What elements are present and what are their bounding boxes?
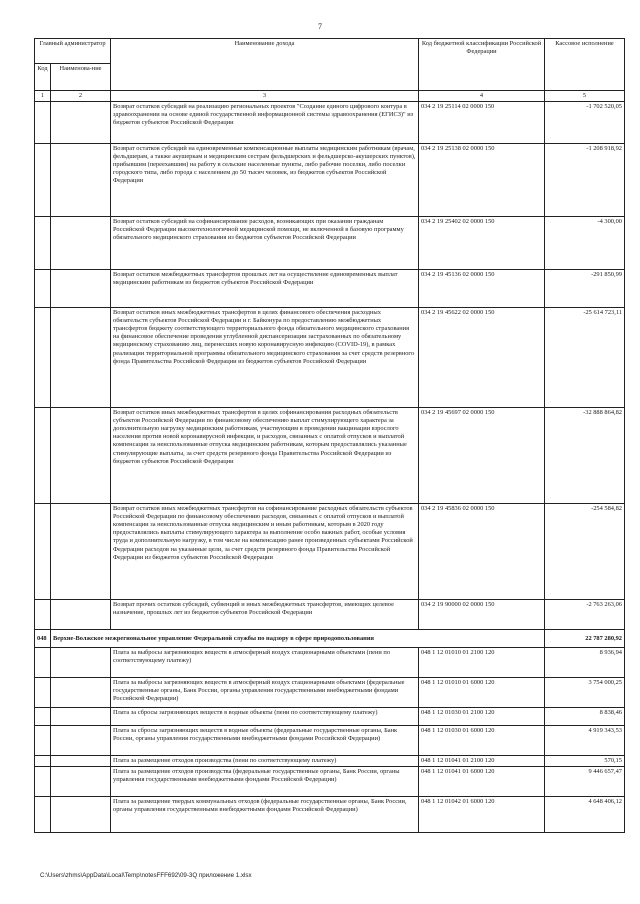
budget-code: 034 2 19 25114 02 0000 150 — [419, 102, 545, 144]
budget-code: 034 2 19 25402 02 0000 150 — [419, 217, 545, 270]
budget-code: 048 1 12 01030 01 2100 120 — [419, 708, 545, 726]
table-row — [35, 308, 625, 408]
cash-amount: 4 919 343,53 — [545, 726, 625, 756]
budget-code: 034 2 19 45136 02 0000 150 — [419, 270, 545, 308]
budget-report-table — [34, 38, 625, 833]
income-name: Плата за выбросы загрязняющих веществ в атмосферный воздух стационарными объектами (пени по соответствующему платежу) — [111, 648, 419, 678]
income-name: Плата за выбросы загрязняющих веществ в атмосферный воздух стационарными объектами (федеральные государственные органы, Банк России, органы управления государственными внебюджетными фондами Российской Федерации) — [111, 678, 419, 708]
cash-amount: -1 702 520,05 — [545, 102, 625, 144]
cash-amount: -32 888 864,82 — [545, 408, 625, 504]
table-row — [35, 726, 625, 756]
table-row — [35, 767, 625, 797]
administrator-name: Верхне-Волжское межрегиональное управление Федеральной службы по надзору в сфере природопользования — [51, 630, 545, 648]
header-main-administrator: Главный администратор — [35, 39, 111, 64]
income-name: Возврат остатков субсидий на единовременные компенсационные выплаты медицинским работникам (врачам, фельдшерам, а также акушеркам и медицинским сестрам фельдшерских и фельдшерско-акушерских пунктов), прибывшим (переехавшим) на работу в сельские населенные пункты, либо рабочие поселки, либо поселки городского типа, либо города с населением до 50 тысяч человек, из бюджетов субъектов Российской Федерации — [111, 144, 419, 217]
income-name: Плата за размещение отходов производства (пени по соответствующему платежу) — [111, 756, 419, 767]
income-name: Возврат остатков межбюджетных трансфертов прошлых лет на осуществление единовременных выплат медицинским работникам из бюджетов субъектов Российской Федерации — [111, 270, 419, 308]
file-path-footer: C:\Users\zhms\AppData\Local\Temp\notesFFF692\09-3Q приложение 1.xlsx — [40, 872, 252, 879]
cash-amount: -254 584,82 — [545, 504, 625, 600]
administrator-total: 22 787 280,92 — [545, 630, 625, 648]
table-row — [35, 270, 625, 308]
table-row — [35, 648, 625, 678]
cash-amount: 3 754 000,25 — [545, 678, 625, 708]
table-row — [35, 678, 625, 708]
table-row — [35, 217, 625, 270]
administrator-row — [35, 630, 625, 648]
budget-code: 048 1 12 01010 01 2100 120 — [419, 648, 545, 678]
table-row — [35, 600, 625, 630]
income-name: Плата за сбросы загрязняющих веществ в водные объекты (пени по соответствующему платежу) — [111, 708, 419, 726]
budget-code: 048 1 12 01030 01 6000 120 — [419, 726, 545, 756]
income-name: Возврат остатков субсидий на реализацию региональных проектов "Создание единого цифрового контура в здравоохранении на основе единой государственной информационной системы здравоохранения (ЕГИСЗ)" из бюджетов субъектов Российской Федерации — [111, 102, 419, 144]
column-number: 1 — [35, 91, 51, 102]
budget-code: 048 1 12 01041 01 6000 120 — [419, 767, 545, 797]
income-name: Плата за сбросы загрязняющих веществ в водные объекты (федеральные государственные органы, Банк России, органы управления государственными внебюджетными фондами Российской Федерации) — [111, 726, 419, 756]
table-row — [35, 708, 625, 726]
cash-amount: 570,15 — [545, 756, 625, 767]
table-row — [35, 756, 625, 767]
page-number: 7 — [318, 22, 322, 31]
budget-code: 048 1 12 01042 01 6000 120 — [419, 797, 545, 833]
cash-amount: 8 936,94 — [545, 648, 625, 678]
header-admin-name: Наименова-ние — [51, 64, 111, 91]
table-row — [35, 408, 625, 504]
budget-code: 034 2 19 45836 02 0000 150 — [419, 504, 545, 600]
budget-code: 034 2 19 45697 02 0000 150 — [419, 408, 545, 504]
cash-amount: 4 648 406,12 — [545, 797, 625, 833]
header-income-name: Наименование дохода — [111, 39, 419, 91]
income-name: Возврат остатков субсидий на софинансирование расходов, возникающих при оказании гражданам Российской Федерации высокотехнологичной медицинской помощи, не включенной в базовую программу обязательного медицинского страхования из бюджетов субъектов Российской Федерации — [111, 217, 419, 270]
budget-code: 048 1 12 01010 01 6000 120 — [419, 678, 545, 708]
income-name: Возврат остатков иных межбюджетных трансфертов в целях софинансирования расходных обязательств субъектов Российской Федерации по финансовому обеспечению выплат стимулирующего характера за дополнительную нагрузку медицинским работникам, участвующим в проведении вакцинации взрослого населения против новой коронавирусной инфекции, и расходов, связанных с оплатой отпусков и выплатой компенсации за неиспользованные отпуска медицинским работникам, которым предоставлялись указанные стимулирующие выплаты, за счет средств резервного фонда Правительства Российской Федерации из бюджетов субъектов Российской Федерации — [111, 408, 419, 504]
administrator-code: 048 — [35, 630, 51, 648]
table-row — [35, 102, 625, 144]
table-row — [35, 504, 625, 600]
cash-amount: -2 763 263,06 — [545, 600, 625, 630]
cash-amount: 9 446 657,47 — [545, 767, 625, 797]
table-row — [35, 797, 625, 833]
income-name: Возврат прочих остатков субсидий, субвенций и иных межбюджетных трансфертов, имеющих целевое назначение, прошлых лет из бюджетов субъектов Российской Федерации — [111, 600, 419, 630]
cash-amount: -291 850,99 — [545, 270, 625, 308]
column-number: 5 — [545, 91, 625, 102]
table-row — [35, 144, 625, 217]
column-number: 3 — [111, 91, 419, 102]
income-name: Возврат остатков иных межбюджетных трансфертов на софинансирование расходных обязательств субъектов Российской Федерации по финансовому обеспечению расходов, связанных с оплатой отпусков и выплатой компенсации за неиспользованные отпуска медицинским и иным работникам, которым в 2020 году предоставлялись выплаты стимулирующего характера за выполнение особо важных работ, особые условия труда и дополнительную нагрузку, в том числе на компенсацию ранее произведенных субъектами Российской Федерации расходов на указанные цели, за счет средств резервного фонда Правительства Российской Федерации из бюджетов субъектов Российской Федерации — [111, 504, 419, 600]
cash-amount: -25 614 723,11 — [545, 308, 625, 408]
cash-amount: 8 838,46 — [545, 708, 625, 726]
header-budget-code: Код бюджетной классификации Российской Федерации — [419, 39, 545, 91]
budget-code: 034 2 19 90000 02 0000 150 — [419, 600, 545, 630]
income-name: Плата за размещение твердых коммунальных отходов (федеральные государственные органы, Банк России, органы управления государственными внебюджетными фондами Российской Федерации) — [111, 797, 419, 833]
column-number: 2 — [51, 91, 111, 102]
budget-code: 048 1 12 01041 01 2100 120 — [419, 756, 545, 767]
column-number: 4 — [419, 91, 545, 102]
header-cash-execution: Кассовое исполнение — [545, 39, 625, 91]
header-admin-code: Код — [35, 64, 51, 91]
cash-amount: -4 300,00 — [545, 217, 625, 270]
income-name: Плата за размещение отходов производства (федеральные государственные органы, Банк России, органы управления государственными внебюджетными фондами Российской Федерации) — [111, 767, 419, 797]
budget-code: 034 2 19 25138 02 0000 150 — [419, 144, 545, 217]
income-name: Возврат остатков иных межбюджетных трансфертов в целях финансового обеспечения расходных обязательств субъектов Российской Федерации и г. Байконура по предоставлению межбюджетных трансфертов бюджету соответствующего территориального фонда обязательного медицинского страхования на финансовое обеспечение проведения углубленной диспансеризации застрахованных по обязательному медицинскому страхованию лиц, перенесших новую коронавирусную инфекцию (COVID-19), в рамках реализации территориальной программы обязательного медицинского страхования за счет средств резервного фонда Правительства Российской Федерации из бюджетов субъектов Российской Федерации — [111, 308, 419, 408]
budget-code: 034 2 19 45622 02 0000 150 — [419, 308, 545, 408]
cash-amount: -1 208 918,92 — [545, 144, 625, 217]
